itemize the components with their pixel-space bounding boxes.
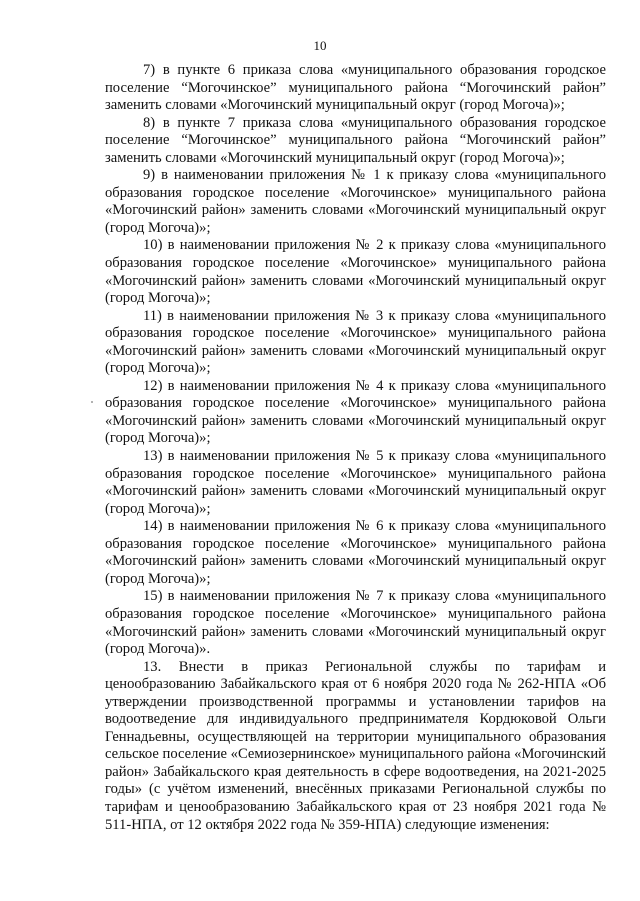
scan-speck	[91, 401, 93, 403]
paragraph-item-9: 9) в наименовании приложения № 1 к приказу слова «муниципального образования городское поселение «Могочинское» муниципального района «Могочинский район» заменить словами «Могочинский муниципальный округ (город Могоча)»;	[105, 167, 606, 236]
paragraph-item-14: 14) в наименовании приложения № 6 к приказу слова «муниципального образования городское поселение «Могочинское» муниципального района «Могочинский район» заменить словами «Могочинский муниципальный округ (город Могоча)»;	[105, 518, 606, 587]
document-body	[105, 62, 606, 834]
paragraph-item-10: 10) в наименовании приложения № 2 к приказу слова «муниципального образования городское поселение «Могочинское» муниципального района «Могочинский район» заменить словами «Могочинский муниципальный округ (город Могоча)»;	[105, 237, 606, 307]
paragraph-item-8: 8) в пункте 7 приказа слова «муниципального образования городское поселение “Могочинское” муниципального района “Могочинский район” заменить словами «Могочинский муниципальный округ (город Могоча)»;	[105, 114, 606, 166]
page-number: 10	[313, 38, 327, 53]
paragraph-item-11: 11) в наименовании приложения № 3 к приказу слова «муниципального образования городское поселение «Могочинское» муниципального района «Могочинский район» заменить словами «Могочинский муниципальный округ (город Могоча)»;	[105, 307, 606, 377]
paragraph-item-15: 15) в наименовании приложения № 7 к приказу слова «муниципального образования городское поселение «Могочинское» муниципального района «Могочинский район» заменить словами «Могочинский муниципальный округ (город Могоча)».	[105, 588, 606, 658]
paragraph-section-13: 13. Внести в приказ Региональной службы по тарифам и ценообразованию Забайкальского края от 6 ноября 2020 года № 262-НПА «Об утверждении производственной программы и установлении тарифов на водоотведение для индивидуального предпринимателя Кордюковой Ольги Геннадьевны, осуществляющей на территории муниципального образования сельское поселение «Семиозернинское» муниципального района «Могочинский район» Забайкальского края деятельность в сфере водоотведения, на 2021-2025 годы» (с учётом изменений, внесённых приказами Региональной службы по тарифам и ценообразованию Забайкальского края от 23 ноября 2021 года № 511-НПА, от 12 октября 2022 года № 359-НПА) следующие изменения:	[105, 658, 606, 833]
paragraph-item-12: 12) в наименовании приложения № 4 к приказу слова «муниципального образования городское поселение «Могочинское» муниципального района «Могочинский район» заменить словами «Могочинский муниципальный округ (город Могоча)»;	[105, 377, 606, 447]
paragraph-item-13: 13) в наименовании приложения № 5 к приказу слова «муниципального образования городское поселение «Могочинское» муниципального района «Могочинский район» заменить словами «Могочинский муниципальный округ (город Могоча)»;	[105, 448, 606, 517]
paragraph-item-7: 7) в пункте 6 приказа слова «муниципального образования городское поселение “Могочинское” муниципального района “Могочинский район” заменить словами «Могочинский муниципальный округ (город Могоча)»;	[105, 62, 606, 114]
